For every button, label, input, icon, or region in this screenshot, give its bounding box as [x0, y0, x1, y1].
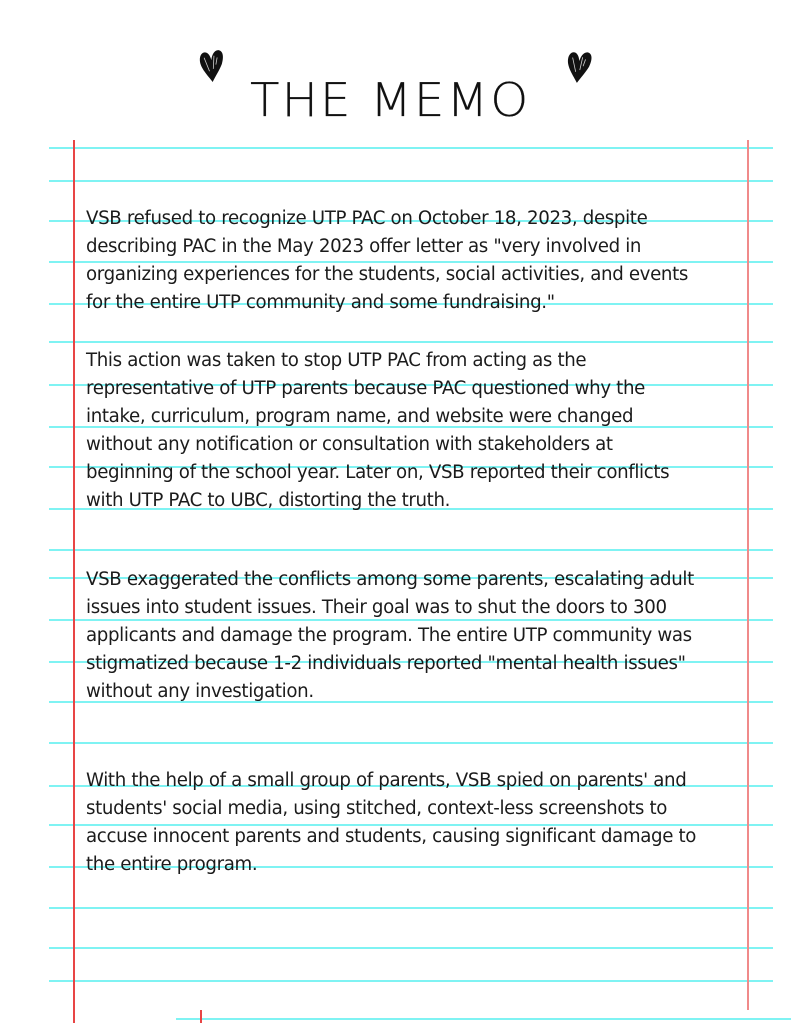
paragraph-line: issues into student issues. Their goal was to shut the doors to 300	[86, 597, 667, 618]
paragraph-line: applicants and damage the program. The entire UTP community was	[86, 625, 692, 646]
paragraph-line: describing PAC in the May 2023 offer letter as "very involved in	[86, 236, 642, 257]
paragraph-line: VSB exaggerated the conflicts among some parents, escalating adult	[86, 569, 694, 590]
rule-line	[49, 147, 773, 149]
paragraph-line: intake, curriculum, program name, and website were changed	[86, 406, 634, 427]
memo-header	[0, 0, 791, 140]
memo-paragraph-4	[86, 767, 746, 879]
rule-line	[49, 742, 773, 744]
rule-line	[49, 341, 773, 343]
paragraph-line: This action was taken to stop UTP PAC from acting as the	[86, 350, 587, 371]
margin-line-left	[73, 140, 75, 1023]
heart-icon	[565, 49, 593, 85]
paragraph-line: organizing experiences for the students, social activities, and events	[86, 264, 689, 285]
paragraph-line: stigmatized because 1-2 individuals reported "mental health issues"	[86, 653, 686, 674]
memo-paragraph-2	[86, 347, 746, 515]
paragraph-line: VSB refused to recognize UTP PAC on October 18, 2023, despite	[86, 208, 648, 229]
paragraph-line: with UTP PAC to UBC, distorting the truth.	[86, 490, 451, 511]
rule-line	[49, 980, 773, 982]
paragraph-line: students' social media, using stitched, context-less screenshots to	[86, 798, 668, 819]
memo-paragraph-3	[86, 566, 746, 706]
rule-line	[49, 947, 773, 949]
rule-line	[49, 907, 773, 909]
paragraph-line: for the entire UTP community and some fundraising."	[86, 292, 555, 313]
memo-paragraph-1	[86, 205, 746, 317]
paragraph-line: With the help of a small group of parents, VSB spied on parents' and	[86, 770, 687, 791]
paragraph-line: beginning of the school year. Later on, VSB reported their conflicts	[86, 462, 670, 483]
paragraph-line: without any notification or consultation with stakeholders at	[86, 434, 613, 455]
heart-icon	[197, 48, 226, 85]
page-title: THE MEMO	[250, 73, 531, 127]
paragraph-line: representative of UTP parents because PAC questioned why the	[86, 378, 645, 399]
rule-line	[49, 180, 773, 182]
rule-line-partial	[176, 1018, 791, 1020]
paragraph-line: the entire program.	[86, 854, 258, 875]
margin-line-tick	[200, 1010, 202, 1023]
paragraph-line: accuse innocent parents and students, causing significant damage to	[86, 826, 697, 847]
margin-line-right	[747, 140, 749, 1010]
paragraph-line: without any investigation.	[86, 681, 314, 702]
rule-line	[49, 549, 773, 551]
